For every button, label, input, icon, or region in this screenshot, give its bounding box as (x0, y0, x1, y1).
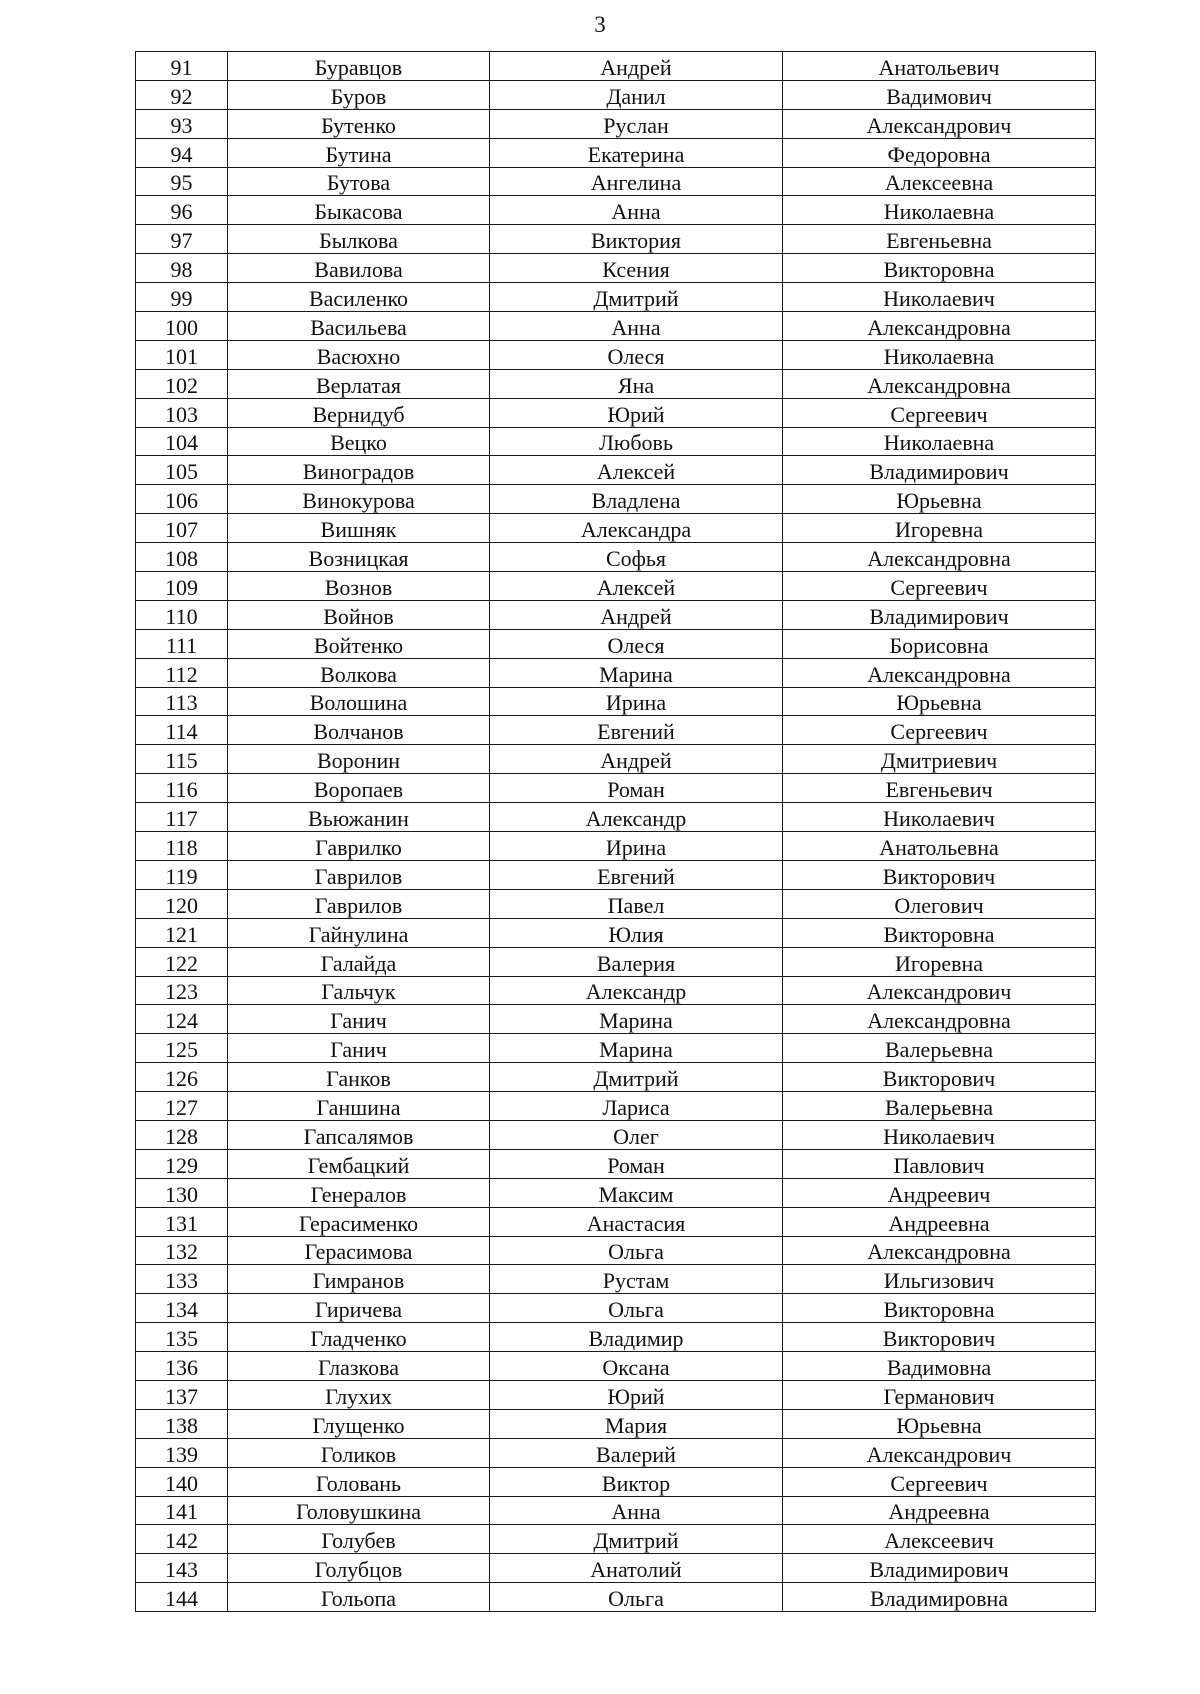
table-row (136, 398, 1096, 427)
patronymic-cell: Игоревна (783, 514, 1096, 543)
page-number: 3 (594, 12, 606, 37)
last-name-cell: Вишняк (228, 514, 490, 543)
row-number-cell: 132 (136, 1236, 228, 1265)
row-number-cell: 142 (136, 1525, 228, 1554)
first-name-cell: Юлия (490, 918, 783, 947)
last-name-cell: Вецко (228, 427, 490, 456)
first-name-cell: Олеся (490, 629, 783, 658)
first-name-cell: Анна (490, 196, 783, 225)
table-row (136, 803, 1096, 832)
table-row (136, 1467, 1096, 1496)
row-number-cell: 127 (136, 1092, 228, 1121)
last-name-cell: Голиков (228, 1438, 490, 1467)
row-number-cell: 136 (136, 1352, 228, 1381)
first-name-cell: Олеся (490, 340, 783, 369)
table-row (136, 369, 1096, 398)
first-name-cell: Анатолий (490, 1554, 783, 1583)
last-name-cell: Вьюжанин (228, 803, 490, 832)
first-name-cell: Валерий (490, 1438, 783, 1467)
first-name-cell: Анна (490, 312, 783, 341)
last-name-cell: Гальчук (228, 976, 490, 1005)
patronymic-cell: Николаевна (783, 196, 1096, 225)
table-row (136, 774, 1096, 803)
last-name-cell: Ганич (228, 1005, 490, 1034)
patronymic-cell: Викторович (783, 860, 1096, 889)
first-name-cell: Андрей (490, 600, 783, 629)
first-name-cell: Ксения (490, 254, 783, 283)
row-number-cell: 118 (136, 832, 228, 861)
row-number-cell: 130 (136, 1178, 228, 1207)
patronymic-cell: Борисовна (783, 629, 1096, 658)
first-name-cell: Андрей (490, 52, 783, 81)
first-name-cell: Любовь (490, 427, 783, 456)
first-name-cell: Марина (490, 1005, 783, 1034)
first-name-cell: Евгений (490, 860, 783, 889)
last-name-cell: Вернидуб (228, 398, 490, 427)
table-row (136, 572, 1096, 601)
last-name-cell: Головушкина (228, 1496, 490, 1525)
patronymic-cell: Федоровна (783, 138, 1096, 167)
row-number-cell: 121 (136, 918, 228, 947)
name-list-table (135, 51, 1096, 1612)
patronymic-cell: Александровна (783, 1005, 1096, 1034)
patronymic-cell: Евгеньевна (783, 225, 1096, 254)
first-name-cell: Александр (490, 976, 783, 1005)
row-number-cell: 102 (136, 369, 228, 398)
table-row (136, 138, 1096, 167)
first-name-cell: Ольга (490, 1294, 783, 1323)
last-name-cell: Волчанов (228, 716, 490, 745)
last-name-cell: Гаврилов (228, 860, 490, 889)
row-number-cell: 114 (136, 716, 228, 745)
table-row (136, 976, 1096, 1005)
patronymic-cell: Александровна (783, 312, 1096, 341)
table-row (136, 889, 1096, 918)
last-name-cell: Волошина (228, 687, 490, 716)
row-number-cell: 106 (136, 485, 228, 514)
row-number-cell: 137 (136, 1380, 228, 1409)
first-name-cell: Ольга (490, 1236, 783, 1265)
row-number-cell: 98 (136, 254, 228, 283)
patronymic-cell: Викторович (783, 1063, 1096, 1092)
last-name-cell: Головань (228, 1467, 490, 1496)
row-number-cell: 125 (136, 1034, 228, 1063)
patronymic-cell: Сергеевич (783, 572, 1096, 601)
row-number-cell: 104 (136, 427, 228, 456)
patronymic-cell: Игоревна (783, 947, 1096, 976)
table-row (136, 225, 1096, 254)
table-row (136, 860, 1096, 889)
row-number-cell: 133 (136, 1265, 228, 1294)
last-name-cell: Васюхно (228, 340, 490, 369)
table-row (136, 109, 1096, 138)
last-name-cell: Быкасова (228, 196, 490, 225)
row-number-cell: 144 (136, 1583, 228, 1612)
last-name-cell: Гаврилов (228, 889, 490, 918)
first-name-cell: Екатерина (490, 138, 783, 167)
row-number-cell: 122 (136, 947, 228, 976)
table-row (136, 1120, 1096, 1149)
patronymic-cell: Сергеевич (783, 1467, 1096, 1496)
row-number-cell: 115 (136, 745, 228, 774)
table-row (136, 1207, 1096, 1236)
table-row (136, 1525, 1096, 1554)
patronymic-cell: Андреевна (783, 1207, 1096, 1236)
first-name-cell: Дмитрий (490, 1063, 783, 1092)
row-number-cell: 120 (136, 889, 228, 918)
first-name-cell: Анна (490, 1496, 783, 1525)
table-row (136, 312, 1096, 341)
patronymic-cell: Александровна (783, 658, 1096, 687)
first-name-cell: Данил (490, 80, 783, 109)
patronymic-cell: Владимирович (783, 1554, 1096, 1583)
patronymic-cell: Владимирович (783, 600, 1096, 629)
table-row (136, 1380, 1096, 1409)
first-name-cell: Юрий (490, 398, 783, 427)
row-number-cell: 103 (136, 398, 228, 427)
patronymic-cell: Евгеньевич (783, 774, 1096, 803)
patronymic-cell: Викторовна (783, 918, 1096, 947)
first-name-cell: Олег (490, 1120, 783, 1149)
last-name-cell: Глухих (228, 1380, 490, 1409)
row-number-cell: 141 (136, 1496, 228, 1525)
first-name-cell: Александр (490, 803, 783, 832)
first-name-cell: Валерия (490, 947, 783, 976)
last-name-cell: Ганич (228, 1034, 490, 1063)
table-row (136, 687, 1096, 716)
table-row (136, 543, 1096, 572)
row-number-cell: 113 (136, 687, 228, 716)
table-row (136, 1323, 1096, 1352)
patronymic-cell: Юрьевна (783, 687, 1096, 716)
patronymic-cell: Юрьевна (783, 1409, 1096, 1438)
table-row (136, 745, 1096, 774)
row-number-cell: 119 (136, 860, 228, 889)
last-name-cell: Ганшина (228, 1092, 490, 1121)
last-name-cell: Голубцов (228, 1554, 490, 1583)
patronymic-cell: Николаевич (783, 803, 1096, 832)
last-name-cell: Виноградов (228, 456, 490, 485)
row-number-cell: 111 (136, 629, 228, 658)
first-name-cell: Владимир (490, 1323, 783, 1352)
table-row (136, 1063, 1096, 1092)
last-name-cell: Васильева (228, 312, 490, 341)
patronymic-cell: Павлович (783, 1149, 1096, 1178)
table-row (136, 629, 1096, 658)
row-number-cell: 108 (136, 543, 228, 572)
row-number-cell: 96 (136, 196, 228, 225)
last-name-cell: Буравцов (228, 52, 490, 81)
row-number-cell: 101 (136, 340, 228, 369)
patronymic-cell: Александровна (783, 1236, 1096, 1265)
first-name-cell: Марина (490, 658, 783, 687)
row-number-cell: 123 (136, 976, 228, 1005)
row-number-cell: 97 (136, 225, 228, 254)
last-name-cell: Гольопа (228, 1583, 490, 1612)
patronymic-cell: Дмитриевич (783, 745, 1096, 774)
table-row (136, 832, 1096, 861)
first-name-cell: Ирина (490, 687, 783, 716)
first-name-cell: Роман (490, 774, 783, 803)
patronymic-cell: Вадимович (783, 80, 1096, 109)
first-name-cell: Яна (490, 369, 783, 398)
patronymic-cell: Александрович (783, 109, 1096, 138)
patronymic-cell: Андреевна (783, 1496, 1096, 1525)
last-name-cell: Бутина (228, 138, 490, 167)
patronymic-cell: Алексеевич (783, 1525, 1096, 1554)
row-number-cell: 143 (136, 1554, 228, 1583)
table-row (136, 514, 1096, 543)
table-row (136, 947, 1096, 976)
row-number-cell: 140 (136, 1467, 228, 1496)
table-row (136, 658, 1096, 687)
first-name-cell: Юрий (490, 1380, 783, 1409)
last-name-cell: Вавилова (228, 254, 490, 283)
last-name-cell: Генералов (228, 1178, 490, 1207)
patronymic-cell: Анатольевна (783, 832, 1096, 861)
table-row (136, 1178, 1096, 1207)
row-number-cell: 116 (136, 774, 228, 803)
first-name-cell: Виктория (490, 225, 783, 254)
table-row (136, 1265, 1096, 1294)
row-number-cell: 105 (136, 456, 228, 485)
table-row (136, 1496, 1096, 1525)
table-row (136, 1352, 1096, 1381)
last-name-cell: Вознов (228, 572, 490, 601)
last-name-cell: Герасименко (228, 1207, 490, 1236)
table-row (136, 1005, 1096, 1034)
first-name-cell: Анастасия (490, 1207, 783, 1236)
first-name-cell: Андрей (490, 745, 783, 774)
first-name-cell: Евгений (490, 716, 783, 745)
table-row (136, 1438, 1096, 1467)
first-name-cell: Руслан (490, 109, 783, 138)
table-row (136, 1149, 1096, 1178)
last-name-cell: Волкова (228, 658, 490, 687)
patronymic-cell: Германович (783, 1380, 1096, 1409)
last-name-cell: Войтенко (228, 629, 490, 658)
row-number-cell: 99 (136, 283, 228, 312)
last-name-cell: Глазкова (228, 1352, 490, 1381)
patronymic-cell: Викторовна (783, 254, 1096, 283)
row-number-cell: 124 (136, 1005, 228, 1034)
table-row (136, 340, 1096, 369)
patronymic-cell: Сергеевич (783, 398, 1096, 427)
table-row (136, 283, 1096, 312)
patronymic-cell: Ильгизович (783, 1265, 1096, 1294)
row-number-cell: 129 (136, 1149, 228, 1178)
patronymic-cell: Владимирович (783, 456, 1096, 485)
table-row (136, 1034, 1096, 1063)
first-name-cell: Дмитрий (490, 283, 783, 312)
last-name-cell: Бутенко (228, 109, 490, 138)
last-name-cell: Гладченко (228, 1323, 490, 1352)
first-name-cell: Владлена (490, 485, 783, 514)
patronymic-cell: Александровна (783, 369, 1096, 398)
row-number-cell: 138 (136, 1409, 228, 1438)
last-name-cell: Гембацкий (228, 1149, 490, 1178)
row-number-cell: 128 (136, 1120, 228, 1149)
first-name-cell: Максим (490, 1178, 783, 1207)
table-row (136, 427, 1096, 456)
table-row (136, 1236, 1096, 1265)
first-name-cell: Виктор (490, 1467, 783, 1496)
patronymic-cell: Валерьевна (783, 1034, 1096, 1063)
patronymic-cell: Николаевич (783, 1120, 1096, 1149)
patronymic-cell: Александрович (783, 976, 1096, 1005)
last-name-cell: Глущенко (228, 1409, 490, 1438)
last-name-cell: Винокурова (228, 485, 490, 514)
table-row (136, 196, 1096, 225)
last-name-cell: Войнов (228, 600, 490, 629)
table-row (136, 1409, 1096, 1438)
first-name-cell: Александра (490, 514, 783, 543)
patronymic-cell: Николаевна (783, 340, 1096, 369)
first-name-cell: Алексей (490, 572, 783, 601)
first-name-cell: Оксана (490, 1352, 783, 1381)
first-name-cell: Павел (490, 889, 783, 918)
last-name-cell: Гапсалямов (228, 1120, 490, 1149)
patronymic-cell: Сергеевич (783, 716, 1096, 745)
row-number-cell: 131 (136, 1207, 228, 1236)
last-name-cell: Буров (228, 80, 490, 109)
row-number-cell: 109 (136, 572, 228, 601)
last-name-cell: Воронин (228, 745, 490, 774)
first-name-cell: Ирина (490, 832, 783, 861)
row-number-cell: 110 (136, 600, 228, 629)
table-row (136, 918, 1096, 947)
row-number-cell: 139 (136, 1438, 228, 1467)
last-name-cell: Голубев (228, 1525, 490, 1554)
row-number-cell: 94 (136, 138, 228, 167)
table-row (136, 716, 1096, 745)
row-number-cell: 126 (136, 1063, 228, 1092)
first-name-cell: Мария (490, 1409, 783, 1438)
row-number-cell: 100 (136, 312, 228, 341)
patronymic-cell: Викторовна (783, 1294, 1096, 1323)
first-name-cell: Роман (490, 1149, 783, 1178)
row-number-cell: 95 (136, 167, 228, 196)
row-number-cell: 92 (136, 80, 228, 109)
table-row (136, 1092, 1096, 1121)
row-number-cell: 134 (136, 1294, 228, 1323)
last-name-cell: Ганков (228, 1063, 490, 1092)
first-name-cell: Дмитрий (490, 1525, 783, 1554)
patronymic-cell: Александровна (783, 543, 1096, 572)
patronymic-cell: Андреевич (783, 1178, 1096, 1207)
table-row (136, 254, 1096, 283)
table-row (136, 1554, 1096, 1583)
table-row (136, 600, 1096, 629)
row-number-cell: 117 (136, 803, 228, 832)
row-number-cell: 135 (136, 1323, 228, 1352)
patronymic-cell: Николаевич (783, 283, 1096, 312)
patronymic-cell: Юрьевна (783, 485, 1096, 514)
table-row (136, 485, 1096, 514)
last-name-cell: Былкова (228, 225, 490, 254)
last-name-cell: Василенко (228, 283, 490, 312)
table-row (136, 1583, 1096, 1612)
patronymic-cell: Вадимовна (783, 1352, 1096, 1381)
first-name-cell: Марина (490, 1034, 783, 1063)
first-name-cell: Лариса (490, 1092, 783, 1121)
last-name-cell: Гайнулина (228, 918, 490, 947)
first-name-cell: Рустам (490, 1265, 783, 1294)
table-row (136, 80, 1096, 109)
last-name-cell: Гиричева (228, 1294, 490, 1323)
last-name-cell: Герасимова (228, 1236, 490, 1265)
first-name-cell: Ангелина (490, 167, 783, 196)
row-number-cell: 93 (136, 109, 228, 138)
row-number-cell: 112 (136, 658, 228, 687)
patronymic-cell: Викторович (783, 1323, 1096, 1352)
last-name-cell: Бутова (228, 167, 490, 196)
last-name-cell: Галайда (228, 947, 490, 976)
first-name-cell: Алексей (490, 456, 783, 485)
first-name-cell: Ольга (490, 1583, 783, 1612)
name-list-body (136, 52, 1096, 1612)
patronymic-cell: Владимировна (783, 1583, 1096, 1612)
row-number-cell: 107 (136, 514, 228, 543)
last-name-cell: Возницкая (228, 543, 490, 572)
last-name-cell: Верлатая (228, 369, 490, 398)
patronymic-cell: Николаевна (783, 427, 1096, 456)
table-row (136, 167, 1096, 196)
patronymic-cell: Валерьевна (783, 1092, 1096, 1121)
patronymic-cell: Александрович (783, 1438, 1096, 1467)
row-number-cell: 91 (136, 52, 228, 81)
table-row (136, 456, 1096, 485)
patronymic-cell: Олегович (783, 889, 1096, 918)
last-name-cell: Гимранов (228, 1265, 490, 1294)
patronymic-cell: Анатольевич (783, 52, 1096, 81)
first-name-cell: Софья (490, 543, 783, 572)
patronymic-cell: Алексеевна (783, 167, 1096, 196)
table-row (136, 52, 1096, 81)
last-name-cell: Воропаев (228, 774, 490, 803)
last-name-cell: Гаврилко (228, 832, 490, 861)
table-row (136, 1294, 1096, 1323)
